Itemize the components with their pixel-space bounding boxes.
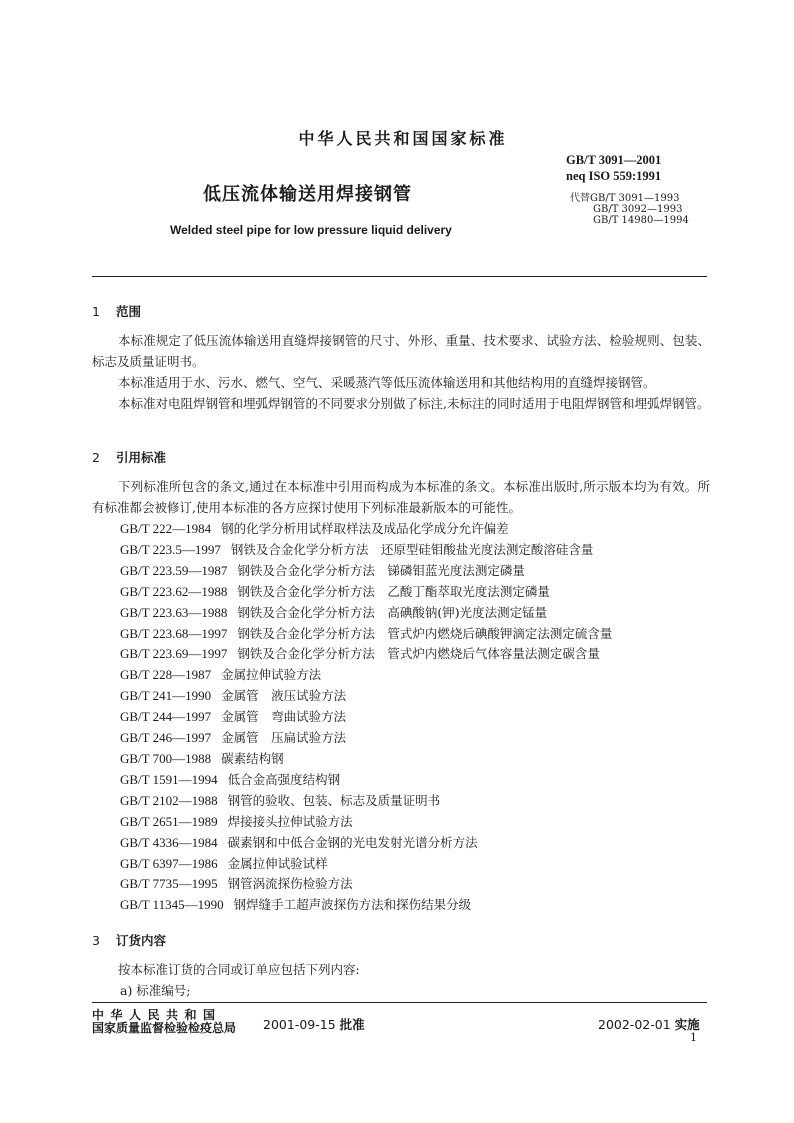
paragraph: 下列标准所包含的条文,通过在本标准中引用而构成为本标准的条文。本标准出版时,所示版本均为有效。所有标准都会被修订,使用本标准的各方应探讨使用下列标准最新版本的可能性。 <box>92 479 710 515</box>
reference-code: GB/T 222—1984 <box>120 521 212 536</box>
footer-divider <box>92 1002 707 1003</box>
effective-date <box>598 1015 700 1033</box>
header-divider <box>92 276 707 277</box>
reference-code: GB/T 246—1997 <box>120 730 212 746</box>
reference-title: 金属管 液压试验方法 <box>221 688 347 704</box>
issuing-authority <box>92 1009 236 1035</box>
standard-number-block <box>566 152 661 184</box>
reference-item <box>120 833 612 854</box>
reference-code: GB/T 4336—1984 <box>120 834 218 850</box>
section-heading <box>92 448 166 466</box>
reference-item <box>120 686 612 707</box>
replaces-block <box>570 193 689 226</box>
reference-code: GB/T 1591—1994 <box>120 771 218 787</box>
reference-code: GB/T 223.62—1988 <box>120 583 228 599</box>
reference-title: 金属管 弯曲试验方法 <box>221 709 347 725</box>
reference-item <box>120 582 612 603</box>
replaces-line: 代替GB/T 3091—1993 <box>570 193 680 204</box>
section-number: 1 <box>92 304 100 319</box>
reference-code: GB/T 244—1997 <box>120 709 212 725</box>
reference-item <box>120 791 612 812</box>
reference-code: GB/T 223.69—1997 <box>120 646 228 662</box>
reference-title: 金属拉伸试验试样 <box>227 855 328 871</box>
section-title: 引用标准 <box>116 450 167 465</box>
reference-code: GB/T 223.5—1997 <box>120 541 221 557</box>
reference-item <box>120 665 612 686</box>
paragraph: 按本标准订货的合同或订单应包括下列内容: <box>118 962 360 977</box>
list-item: a) 标准编号; <box>120 983 191 998</box>
section-heading <box>92 302 141 320</box>
reference-code: GB/T 7735—1995 <box>120 876 218 892</box>
paragraph: 本标准适用于水、污水、燃气、空气、采暖蒸汽等低压流体输送用和其他结构用的直缝焊接钢管。 <box>118 375 656 390</box>
reference-code: GB/T 11345—1990 <box>120 897 224 913</box>
reference-item <box>120 603 612 624</box>
reference-item <box>120 895 612 916</box>
reference-item <box>120 812 612 833</box>
document-title-english: Welded steel pipe for low pressure liquid delivery <box>170 223 452 237</box>
issuer-line: 中华人民共和国 <box>92 1008 222 1022</box>
paragraph: 本标准对电阻焊钢管和埋弧焊钢管的不同要求分别做了标注,未标注的同时适用于电阻焊钢管和埋弧焊钢管。 <box>118 396 710 411</box>
reference-item <box>120 540 612 561</box>
reference-title: 碳素结构钢 <box>221 750 284 766</box>
section-title: 订货内容 <box>116 933 167 948</box>
page-number: 1 <box>690 1031 697 1044</box>
normative-references-list <box>120 519 612 916</box>
reference-title: 钢焊缝手工超声波探伤方法和探伤结果分级 <box>233 897 472 913</box>
reference-item <box>120 624 612 645</box>
replaces-line: GB/T 14980—1994 <box>593 215 689 226</box>
section-title: 范围 <box>116 304 142 319</box>
reference-title: 钢铁及合金化学分析方法 还原型硅钼酸盐光度法测定酸溶硅含量 <box>230 541 594 557</box>
replaces-line: GB/T 3092—1993 <box>593 204 683 215</box>
reference-title: 金属管 压扁试验方法 <box>221 730 347 746</box>
reference-item <box>120 770 612 791</box>
national-standard-heading: 中华人民共和国国家标准 <box>298 129 508 148</box>
reference-title: 焊接接头拉伸试验方法 <box>227 813 353 829</box>
reference-code: GB/T 223.59—1987 <box>120 562 228 578</box>
effective-label: 实施 <box>674 1017 700 1032</box>
section-number: 3 <box>92 933 100 948</box>
reference-title: 钢铁及合金化学分析方法 管式炉内燃烧后气体容量法测定碳含量 <box>237 646 600 662</box>
approval-date <box>263 1015 365 1033</box>
reference-code: GB/T 241—1990 <box>120 688 212 704</box>
reference-title: 低合金高强度结构钢 <box>227 771 341 787</box>
reference-item <box>120 874 612 895</box>
reference-title: 钢铁及合金化学分析方法 锑磷钼蓝光度法测定磷量 <box>237 562 525 578</box>
reference-title: 钢管的验收、包装、标志及质量证明书 <box>227 792 441 808</box>
standard-equivalence: neq ISO 559:1991 <box>566 169 662 183</box>
section-number: 2 <box>92 450 100 465</box>
approved-date-value: 2001-09-15 <box>263 1017 336 1032</box>
section-heading <box>92 931 166 949</box>
reference-item <box>120 728 612 749</box>
reference-title: 钢铁及合金化学分析方法 乙酸丁酯萃取光度法测定磷量 <box>237 583 550 599</box>
reference-title: 钢铁及合金化学分析方法 高碘酸钠(钾)光度法测定锰量 <box>237 604 548 620</box>
paragraph: 本标准规定了低压流体输送用直缝焊接钢管的尺寸、外形、重量、技术要求、试验方法、检验规则、包装、标志及质量证明书。 <box>92 333 710 369</box>
reference-title: 金属拉伸试验方法 <box>221 667 322 683</box>
reference-code: GB/T 223.68—1997 <box>120 625 228 641</box>
reference-code: GB/T 700—1988 <box>120 750 212 766</box>
reference-code: GB/T 228—1987 <box>120 667 212 683</box>
reference-item <box>120 519 612 540</box>
standard-code: GB/T 3091—2001 <box>566 153 662 167</box>
reference-item <box>120 561 612 582</box>
reference-item <box>120 749 612 770</box>
reference-code: GB/T 2651—1989 <box>120 813 218 829</box>
reference-item <box>120 854 612 875</box>
reference-code: GB/T 6397—1986 <box>120 855 218 871</box>
reference-code: GB/T 2102—1988 <box>120 792 218 808</box>
reference-item <box>120 644 612 665</box>
reference-item <box>120 707 612 728</box>
document-title-chinese: 低压流体输送用焊接钢管 <box>203 184 412 205</box>
effective-date-value: 2002-02-01 <box>598 1017 671 1032</box>
reference-code: GB/T 223.63—1988 <box>120 604 228 620</box>
issuer-line: 国家质量监督检验检疫总局 <box>92 1021 237 1035</box>
reference-title: 钢铁及合金化学分析方法 管式炉内燃烧后碘酸钾滴定法测定硫含量 <box>237 625 613 641</box>
reference-title: 钢管涡流探伤检验方法 <box>227 876 353 892</box>
reference-title: 钢的化学分析用试样取样法及成品化学成分允许偏差 <box>221 521 509 536</box>
reference-title: 碳素钢和中低合金钢的光电发射光谱分析方法 <box>227 834 478 850</box>
approved-label: 批准 <box>339 1017 365 1032</box>
